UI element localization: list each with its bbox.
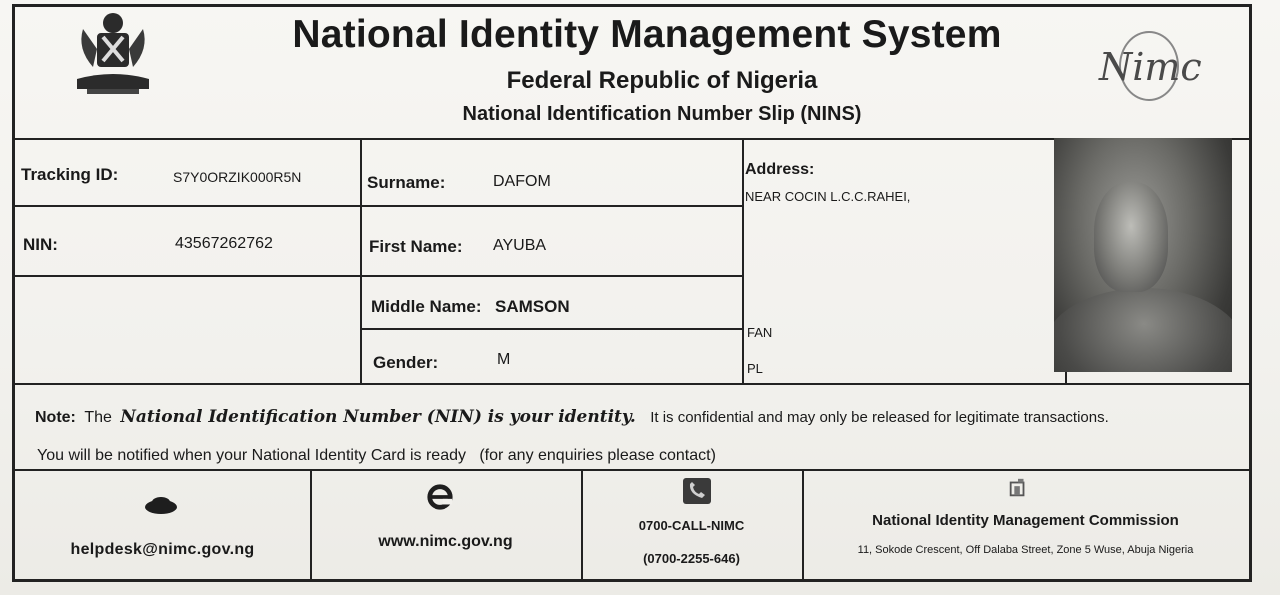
note-the: The bbox=[84, 409, 112, 426]
gender-label: Gender: bbox=[373, 353, 439, 372]
photo-shoulders bbox=[1054, 288, 1232, 372]
divider-col2 bbox=[742, 138, 744, 383]
email-icon bbox=[141, 495, 181, 515]
first-name-value: AYUBA bbox=[493, 237, 547, 254]
surname-label: Surname: bbox=[367, 173, 446, 192]
divider-info bbox=[15, 383, 1249, 385]
first-name-label: First Name: bbox=[369, 237, 463, 256]
note-emphasis: National Identification Number (NIN) is your identity. bbox=[120, 407, 636, 427]
nimc-logo bbox=[1099, 37, 1202, 107]
middle-name-label: Middle Name: bbox=[371, 297, 482, 316]
surname-value: DAFOM bbox=[493, 173, 551, 190]
org-address: 11, Sokode Crescent, Off Dalaba Street, Zone 5 Wuse, Abuja Nigeria bbox=[857, 544, 1194, 556]
page-subtitle: Federal Republic of Nigeria bbox=[506, 67, 818, 94]
divider-footer bbox=[15, 469, 1249, 471]
phone-digits: (0700-2255-646) bbox=[643, 551, 740, 566]
nin-value: 43567262762 bbox=[175, 235, 273, 252]
note-rest: It is confidential and may only be released for legitimate transactions. bbox=[650, 409, 1109, 426]
page-title: National Identity Management System bbox=[292, 13, 1002, 56]
web-icon bbox=[425, 483, 455, 511]
gender-value: M bbox=[497, 351, 511, 368]
address-label: Address: bbox=[745, 161, 815, 178]
divider-foot1 bbox=[310, 469, 312, 581]
org-name: National Identity Management Commission bbox=[872, 512, 1179, 529]
photo-face bbox=[1094, 182, 1168, 292]
logo-text: Nimc bbox=[1099, 45, 1202, 89]
office-icon bbox=[1007, 477, 1029, 499]
middle-name-value: SAMSON bbox=[495, 297, 570, 316]
slip-name: National Identification Number Slip (NINS) bbox=[462, 103, 862, 125]
holder-photo bbox=[1054, 138, 1232, 372]
note-line-1 bbox=[35, 407, 1109, 427]
divider-col1 bbox=[360, 138, 362, 383]
address-lga: FAN bbox=[747, 325, 773, 340]
address-value: NEAR COCIN L.C.C.RAHEI, bbox=[745, 189, 911, 204]
note-prefix: Note: bbox=[35, 409, 76, 426]
divider-row2 bbox=[15, 275, 742, 277]
divider-row3 bbox=[360, 328, 742, 330]
phone-icon bbox=[681, 477, 713, 505]
note-line-2: You will be notified when your National Identity Card is ready (for any enquiries please contact) bbox=[37, 447, 716, 464]
website-link[interactable]: www.nimc.gov.ng bbox=[378, 533, 513, 550]
tracking-id-label: Tracking ID: bbox=[21, 165, 119, 184]
divider-row1 bbox=[15, 205, 742, 207]
email-link[interactable]: helpdesk@nimc.gov.ng bbox=[70, 541, 255, 558]
nin-label: NIN: bbox=[23, 235, 58, 254]
phone-number[interactable]: 0700-CALL-NIMC bbox=[638, 518, 745, 533]
slip-header bbox=[15, 7, 1249, 139]
address-state: PL bbox=[747, 361, 763, 376]
tracking-id-value: S7Y0ORZIK000R5N bbox=[173, 169, 302, 185]
